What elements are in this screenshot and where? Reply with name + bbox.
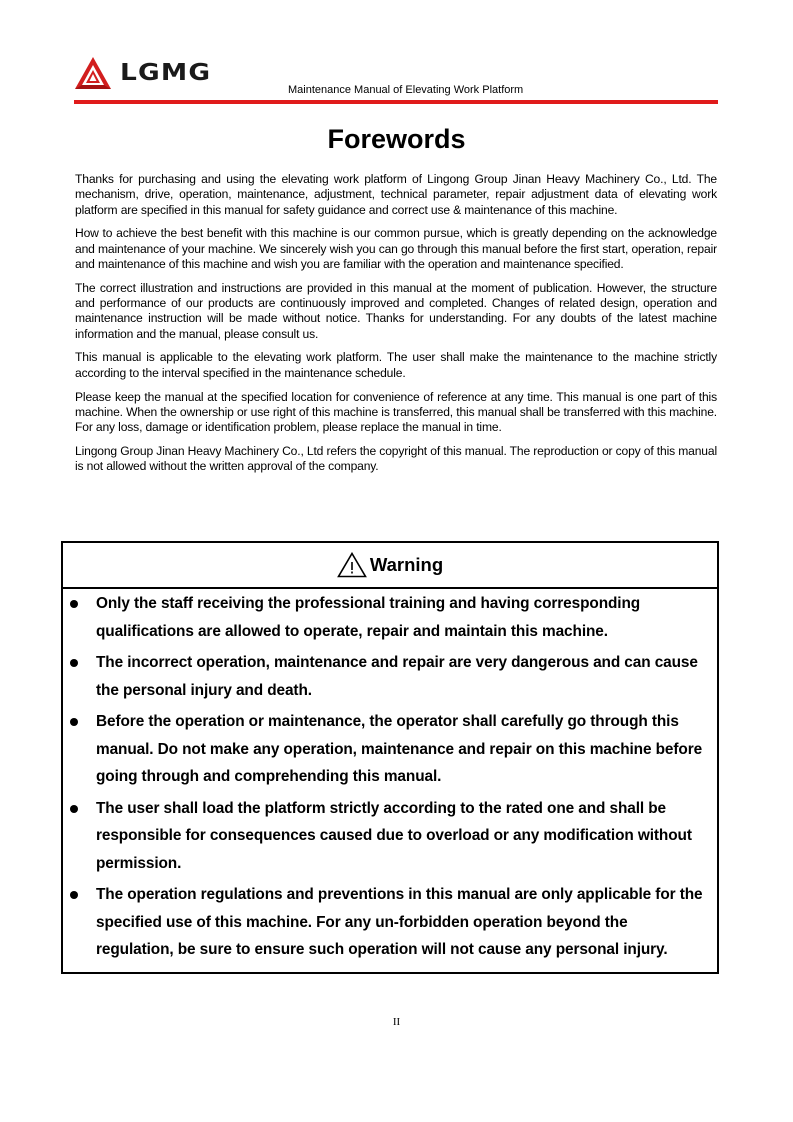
bullet-icon [70, 718, 78, 726]
header-divider [74, 100, 718, 104]
warning-item [63, 795, 717, 878]
warning-item-text: Before the operation or maintenance, the operator shall carefully go through this manual. Do not make any operation, maintenance and repair on this machine before going through and comprehending this manual. [96, 713, 703, 785]
warning-item [63, 881, 717, 964]
paragraph: Thanks for purchasing and using the elevating work platform of Lingong Group Jinan Heavy Machinery Co., Ltd. The mechanism, drive, operation, maintenance, adjustment, technical parameter, repair adjustment data of elevating work platform are specified in this manual for safety guidance and correct use & maintenance of this machine. [75, 172, 717, 217]
bullet-icon [70, 659, 78, 667]
page-number: II [392, 1016, 401, 1028]
warning-title: Warning [369, 554, 444, 575]
document-header-title: Maintenance Manual of Elevating Work Platform [288, 84, 524, 96]
logo-text: LGMG [120, 59, 212, 86]
warning-item [63, 649, 717, 704]
warning-list [63, 589, 717, 964]
warning-triangle-icon [337, 552, 367, 578]
paragraph: Lingong Group Jinan Heavy Machinery Co., Ltd refers the copyright of this manual. The reproduction or copy of this manual is not allowed without the written approval of the company. [75, 443, 717, 474]
paragraph: Please keep the manual at the specified location for convenience of reference at any time. This manual is one part of this machine. When the ownership or use right of this machine is transferred, this manual shall be transferred with this machine. For any loss, damage or identification problem, please replace the manual in time. [75, 389, 717, 435]
foreword-body [75, 172, 717, 483]
warning-item [63, 590, 717, 645]
warning-box [61, 541, 719, 974]
warning-item [63, 708, 717, 791]
bullet-icon [70, 600, 78, 608]
warning-item-text: Only the staff receiving the professional training and having corresponding qualifications are allowed to operate, repair and maintain this machine. [96, 595, 641, 640]
warning-header [63, 543, 717, 589]
company-logo [74, 56, 212, 90]
page-title: Forewords [327, 124, 466, 154]
warning-item-text: The user shall load the platform strictly according to the rated one and shall be responsible for consequences caused due to overload or any modification without permission. [96, 799, 692, 872]
paragraph: How to achieve the best benefit with this machine is our common pursue, which is greatly depending on the acknowledge and maintenance of your machine. We sincerely wish you can go through this manual before the first start, operation, repair and maintenance of this machine and wish you are familiar with the operation and maintenance specified. [75, 226, 717, 271]
bullet-icon [70, 805, 78, 813]
lgmg-triangle-logo-icon [74, 56, 112, 90]
warning-item-text: The incorrect operation, maintenance and repair are very dangerous and can cause the personal injury and death. [96, 654, 698, 699]
paragraph: This manual is applicable to the elevating work platform. The user shall make the maintenance to the machine strictly according to the interval specified in the maintenance schedule. [75, 350, 717, 380]
paragraph: The correct illustration and instructions are provided in this manual at the moment of publication. However, the structure and performance of our products are continuously improved and completed. Changes of related design, operation and maintenance instruction will be made without notice. Thanks for understanding. For any doubts of the latest machine information and the manual, please consult us. [75, 280, 717, 341]
warning-item-text: The operation regulations and preventions in this manual are only applicable for the specified use of this machine. For any un-forbidden operation beyond the regulation, be sure to ensure such operation will not cause any personal injury. [96, 886, 703, 958]
bullet-icon [70, 891, 78, 899]
